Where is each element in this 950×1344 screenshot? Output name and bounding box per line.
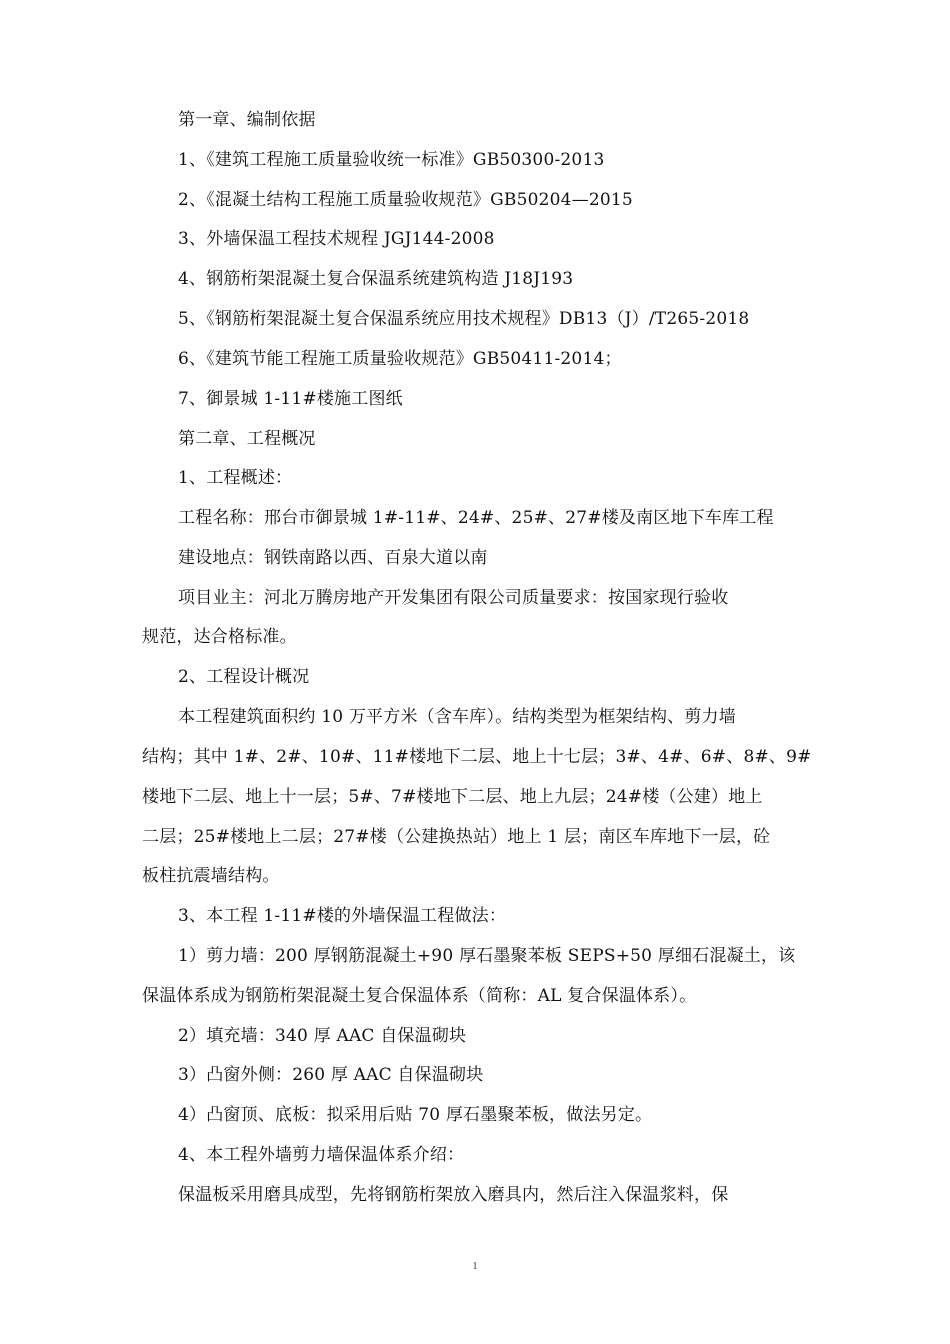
section-heading: 2、工程设计概况 [178, 667, 310, 687]
reference-item: 4、钢筋桁架混凝土复合保温系统建筑构造 J18J193 [178, 269, 574, 289]
body-line: 2）填充墙：340 厚 AAC 自保温砌块 [178, 1026, 467, 1046]
reference-item: 6、《建筑节能工程施工质量验收规范》GB50411-2014； [178, 349, 622, 369]
reference-item: 3、外墙保温工程技术规程 JGJ144-2008 [178, 229, 495, 249]
body-line: 楼地下二层、地上十一层；5#、7#楼地下二层、地上九层；24#楼（公建）地上 [142, 787, 763, 807]
section-heading: 1、工程概述： [178, 468, 293, 488]
body-line: 工程名称：邢台市御景城 1#-11#、24#、25#、27#楼及南区地下车库工程 [178, 508, 774, 528]
chapter-heading: 第二章、工程概况 [178, 429, 316, 449]
reference-item: 2、《混凝土结构工程施工质量验收规范》GB50204—2015 [178, 190, 633, 210]
reference-item: 1、《建筑工程施工质量验收统一标准》GB50300-2013 [178, 150, 605, 170]
body-line: 二层；25#楼地上二层；27#楼（公建换热站）地上 1 层；南区车库地下一层，砼 [142, 827, 771, 847]
body-line: 结构；其中 1#、2#、10#、11#楼地下二层、地上十七层；3#、4#、6#、8#、9# [142, 747, 812, 767]
body-line: 4）凸窗顶、底板：拟采用后贴 70 厚石墨聚苯板，做法另定。 [178, 1105, 653, 1125]
body-line: 建设地点：钢铁南路以西、百泉大道以南 [178, 548, 488, 568]
body-line: 保温板采用磨具成型，先将钢筋桁架放入磨具内，然后注入保温浆料，保 [178, 1185, 729, 1205]
body-line: 保温体系成为钢筋桁架混凝土复合保温体系（简称：AL 复合保温体系）。 [142, 986, 697, 1006]
reference-item: 5、《钢筋桁架混凝土复合保温系统应用技术规程》DB13（J）/T265-2018 [178, 309, 750, 329]
body-line: 1）剪力墙：200 厚钢筋混凝土+90 厚石墨聚苯板 SEPS+50 厚细石混凝土，该 [178, 946, 796, 966]
page-number: 1 [472, 1261, 478, 1272]
section-heading: 3、本工程 1-11#楼的外墙保温工程做法： [178, 906, 507, 926]
body-line: 本工程建筑面积约 10 万平方米（含车库）。结构类型为框架结构、剪力墙 [178, 707, 736, 727]
section-heading: 4、本工程外墙剪力墙保温体系介绍： [178, 1145, 465, 1165]
reference-item: 7、御景城 1-11#楼施工图纸 [178, 389, 403, 409]
body-line: 3）凸窗外侧：260 厚 AAC 自保温砌块 [178, 1065, 484, 1085]
body-line: 板柱抗震墙结构。 [142, 866, 280, 886]
body-line: 规范，达合格标准。 [142, 627, 297, 647]
body-line: 项目业主：河北万腾房地产开发集团有限公司质量要求：按国家现行验收 [178, 588, 729, 608]
chapter-heading: 第一章、编制依据 [178, 110, 316, 130]
